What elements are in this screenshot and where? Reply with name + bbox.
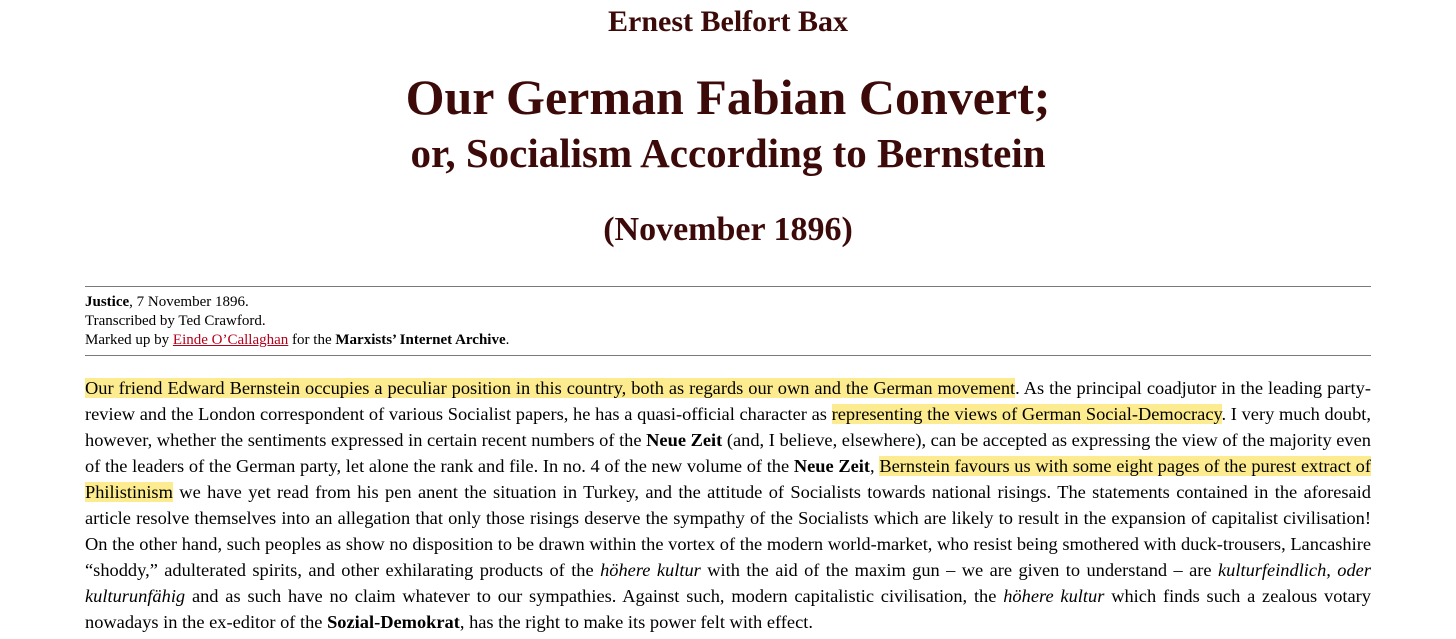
italic-term: höhere kultur — [1003, 586, 1105, 606]
body-paragraph — [85, 375, 1371, 635]
source-line — [85, 293, 1371, 312]
text-segment: with the aid of the maxim gun – we are given to understand – are — [700, 560, 1218, 580]
highlight-1: Our friend Edward Bernstein occupies a peculiar position in this country, both as regards our own and the German movement — [85, 378, 1016, 398]
text-segment: which finds such a zealous votary nowadays in the ex-editor of the — [85, 586, 1371, 632]
source-date: , 7 November 1896. — [129, 294, 249, 310]
publication-date: (November 1896) — [603, 211, 853, 248]
page-subtitle: or, Socialism According to Bernstein — [410, 130, 1046, 176]
transcribed-line: Transcribed by Ted Crawford. — [85, 313, 266, 329]
highlight-2: representing the views of German Social-Democracy — [831, 404, 1222, 424]
text-segment: . As the principal coadjutor in the leading party-review and the London correspondent of various Socialist papers, he has a quasi-official character as — [85, 378, 1371, 424]
markup-line — [85, 331, 1371, 350]
top-divider — [85, 286, 1371, 287]
page-title: Our German Fabian Convert; — [405, 69, 1051, 125]
journal-name: Neue Zeit — [793, 456, 871, 476]
text-segment: and as such have no claim whatever to our sympathies. Against such, modern capitalistic civilisation, the — [185, 586, 1004, 606]
markup-prefix: Marked up by — [85, 332, 173, 348]
markup-mid: for the — [288, 332, 336, 348]
journal-name: Neue Zeit — [646, 430, 723, 450]
italic-term: kulturfeindlich, oder kulturunfähig — [85, 560, 1371, 606]
italic-term: höhere kultur — [600, 560, 701, 580]
text-segment: we have yet read from his pen anent the situation in Turkey, and the attitude of Socialists towards national risings. The statements contained in the aforesaid article resolve themselves into an allegation that only those risings deserve the sympathy of the Socialists which are likely to result in the expansion of capitalist civilisation! On the other hand, such peoples as show no disposition to be drawn within the vortex of the modern world-market, who resist being smothered with duck-trousers, Lancashire “shoddy,” adulterated spirits, and other exhilarating products of the — [85, 482, 1371, 580]
text-segment: , — [870, 456, 880, 476]
text-segment: (and, I believe, elsewhere), can be accepted as expressing the view of the majority even of the leaders of the German party, let alone the rank and file. In no. 4 of the new volume of the — [85, 430, 1371, 476]
source-info — [85, 293, 1371, 350]
author-name: Ernest Belfort Bax — [608, 5, 848, 38]
highlight-3: Bernstein favours us with some eight pages of the purest extract of Philistinism — [85, 456, 1371, 502]
bottom-divider — [85, 355, 1371, 356]
archive-name: Marxists’ Internet Archive — [335, 332, 506, 348]
source-publication: Justice — [85, 294, 130, 310]
einde-ocallaghan-link[interactable]: Einde O’Callaghan — [172, 332, 289, 348]
journal-name: Sozial-Demokrat — [327, 612, 460, 632]
text-segment: , has the right to make its power felt with effect. — [459, 612, 813, 632]
markup-end: . — [505, 332, 510, 348]
text-segment: . I very much doubt, however, whether the sentiments expressed in certain recent numbers of the — [85, 404, 1371, 450]
